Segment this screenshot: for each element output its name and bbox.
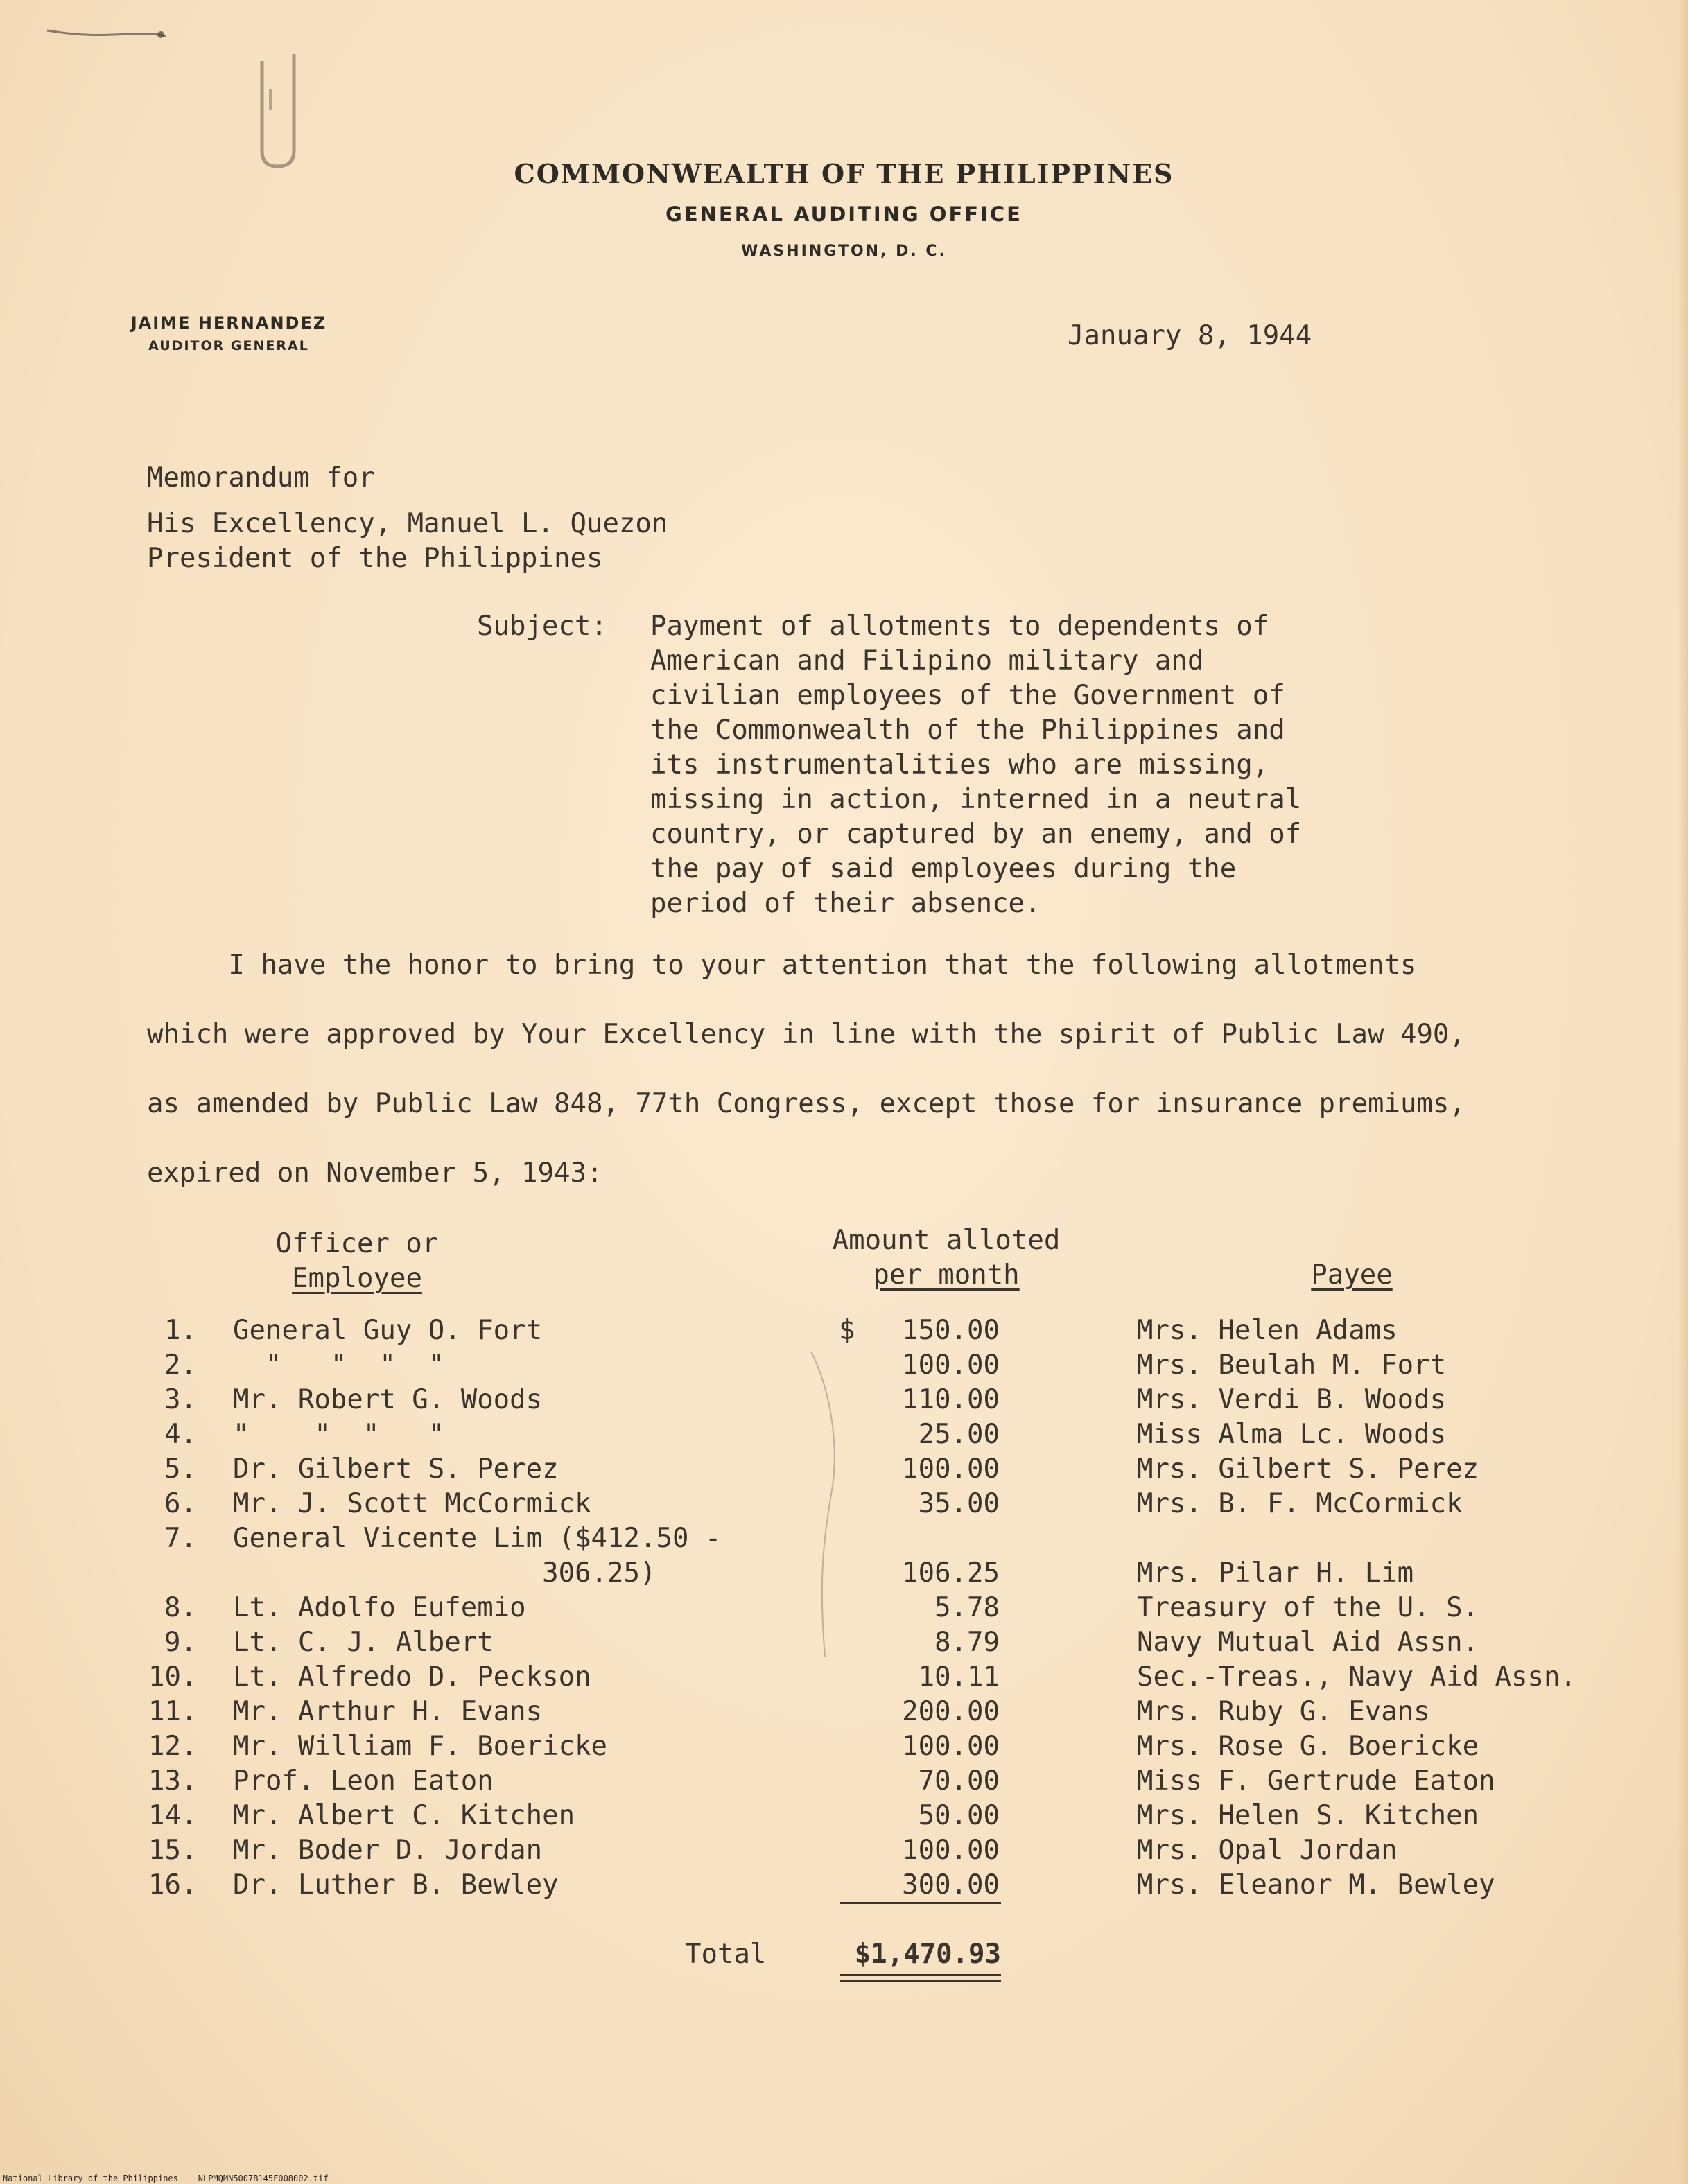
- row-officer: Lt. Adolfo Eufemio: [233, 1592, 526, 1623]
- row-officer-continued: 306.25): [233, 1557, 656, 1589]
- row-amount: 25.00: [918, 1419, 1000, 1450]
- row-payee: Miss Alma Lc. Woods: [1137, 1419, 1447, 1450]
- pencil-bracket-mark: [804, 1352, 846, 1657]
- row-payee: Mrs. Helen S. Kitchen: [1137, 1800, 1479, 1831]
- row-amount: 100.00: [902, 1453, 1000, 1485]
- row-officer: Dr. Luther B. Bewley: [233, 1869, 559, 1901]
- row-amount: 100.00: [902, 1349, 1000, 1381]
- row-amount: 10.11: [918, 1661, 1000, 1693]
- letter-date: January 8, 1944: [1068, 320, 1312, 351]
- row-payee: Mrs. Beulah M. Fort: [1137, 1349, 1447, 1381]
- total-double-rule-bottom: [840, 1980, 1001, 1982]
- row-payee: Mrs. B. F. McCormick: [1137, 1488, 1463, 1519]
- subtotal-rule: [840, 1902, 1001, 1904]
- row-officer: Mr. Boder D. Jordan: [233, 1835, 543, 1866]
- letterhead-location: WASHINGTON, D. C.: [741, 243, 947, 260]
- body-line: expired on November 5, 1943:: [147, 1157, 603, 1189]
- row-officer: Lt. C. J. Albert: [233, 1627, 494, 1658]
- archive-footer: National Library of the Philippines NLPMQMN5007B145F008002.tif: [3, 2174, 329, 2183]
- row-payee: Treasury of the U. S.: [1137, 1592, 1479, 1623]
- header-officer-line1: Officer or: [275, 1228, 439, 1259]
- row-officer: General Vicente Lim ($412.50 -: [233, 1523, 722, 1554]
- row-number: 13.: [148, 1765, 198, 1797]
- row-payee: Miss F. Gertrude Eaton: [1137, 1765, 1495, 1797]
- row-officer: Mr. Arthur H. Evans: [233, 1696, 543, 1727]
- official-block: [118, 313, 340, 353]
- row-number: 1.: [164, 1315, 197, 1346]
- official-name: JAIME HERNANDEZ: [130, 313, 327, 333]
- row-payee: Mrs. Ruby G. Evans: [1137, 1696, 1430, 1727]
- header-payee: Payee: [1311, 1259, 1393, 1291]
- row-payee: Mrs. Rose G. Boericke: [1137, 1731, 1479, 1762]
- body-line: as amended by Public Law 848, 77th Congress, except those for insurance premiums,: [147, 1088, 1465, 1119]
- row-amount: 106.25: [902, 1557, 1000, 1589]
- pen-mark: [44, 21, 169, 49]
- total-amount: $1,470.93: [854, 1939, 1001, 1970]
- row-amount: 110.00: [902, 1384, 1000, 1415]
- row-number: 6.: [164, 1488, 197, 1519]
- row-officer: Dr. Gilbert S. Perez: [233, 1453, 559, 1485]
- row-amount: 35.00: [918, 1488, 1000, 1519]
- row-number: 2.: [164, 1349, 197, 1381]
- row-payee: Navy Mutual Aid Assn.: [1137, 1627, 1479, 1658]
- row-amount: 50.00: [918, 1800, 1000, 1831]
- row-amount: 200.00: [902, 1696, 1000, 1727]
- row-officer: " " " ": [233, 1419, 445, 1450]
- row-number: 3.: [164, 1384, 197, 1415]
- official-title: AUDITOR GENERAL: [148, 338, 309, 353]
- row-amount: 100.00: [902, 1835, 1000, 1866]
- page-edge-shadow: [1678, 0, 1688, 2184]
- subject-line: American and Filipino military and: [650, 645, 1204, 676]
- row-payee: Mrs. Opal Jordan: [1137, 1835, 1398, 1866]
- row-officer: Mr. Albert C. Kitchen: [233, 1800, 575, 1831]
- subject-line: civilian employees of the Government of: [650, 680, 1285, 711]
- row-payee: Mrs. Gilbert S. Perez: [1137, 1453, 1479, 1485]
- subject-label: Subject:: [477, 611, 607, 642]
- memo-heading: Memorandum for: [147, 462, 375, 493]
- row-officer: Mr. J. Scott McCormick: [233, 1488, 591, 1519]
- body-line: which were approved by Your Excellency in line with the spirit of Public Law 490,: [147, 1019, 1465, 1050]
- row-payee: Mrs. Helen Adams: [1137, 1315, 1398, 1346]
- total-label: Total: [685, 1939, 767, 1970]
- row-number: 16.: [148, 1869, 198, 1901]
- subject-line: the pay of said employees during the: [650, 853, 1237, 884]
- paper-clip-mark: [255, 47, 301, 172]
- letterhead-title: COMMONWEALTH OF THE PHILIPPINES: [514, 158, 1174, 189]
- row-payee: Mrs. Verdi B. Woods: [1137, 1384, 1447, 1415]
- recipient-line-1: His Excellency, Manuel L. Quezon: [147, 508, 668, 539]
- header-amount-line1: Amount alloted: [832, 1225, 1061, 1256]
- row-number: 4.: [164, 1419, 197, 1450]
- recipient-line-2: President of the Philippines: [147, 543, 603, 574]
- row-number: 12.: [148, 1731, 198, 1762]
- row-number: 11.: [148, 1696, 198, 1727]
- subject-line: the Commonwealth of the Philippines and: [650, 715, 1285, 746]
- row-amount: 70.00: [918, 1765, 1000, 1797]
- row-officer: Mr. William F. Boericke: [233, 1731, 608, 1762]
- row-number: 15.: [148, 1835, 198, 1866]
- row-amount: 300.00: [902, 1869, 1000, 1901]
- subject-line: country, or captured by an enemy, and of: [650, 819, 1302, 850]
- subject-line: period of their absence.: [650, 888, 1041, 919]
- row-amount: 150.00: [902, 1315, 1000, 1346]
- row-amount: 5.78: [934, 1592, 1000, 1623]
- subject-line: missing in action, interned in a neutral: [650, 784, 1302, 815]
- row-officer: Lt. Alfredo D. Peckson: [233, 1661, 591, 1693]
- row-officer: Mr. Robert G. Woods: [233, 1384, 543, 1415]
- row-officer: " " " ": [233, 1349, 445, 1381]
- row-number: 14.: [148, 1800, 198, 1831]
- row-payee: Mrs. Pilar H. Lim: [1137, 1557, 1414, 1589]
- row-payee: Sec.-Treas., Navy Aid Assn.: [1137, 1661, 1576, 1693]
- header-officer-line2: Employee: [292, 1263, 422, 1294]
- letterhead-office: GENERAL AUDITING OFFICE: [665, 202, 1023, 226]
- row-number: 8.: [164, 1592, 197, 1623]
- row-amount: 8.79: [934, 1627, 1000, 1658]
- row-amount: 100.00: [902, 1731, 1000, 1762]
- subject-line: its instrumentalities who are missing,: [650, 749, 1269, 780]
- row-officer: General Guy O. Fort: [233, 1315, 543, 1346]
- subject-line: Payment of allotments to dependents of: [650, 611, 1269, 642]
- row-payee: Mrs. Eleanor M. Bewley: [1137, 1869, 1495, 1901]
- header-amount-line2: per month: [873, 1259, 1020, 1291]
- row-number: 7.: [164, 1523, 197, 1554]
- total-double-rule-top: [840, 1974, 1001, 1976]
- row-number: 5.: [164, 1453, 197, 1485]
- row-number: 9.: [164, 1627, 197, 1658]
- row-officer: Prof. Leon Eaton: [233, 1765, 494, 1797]
- currency-symbol: $: [839, 1315, 855, 1346]
- body-line: I have the honor to bring to your attention that the following allotments: [147, 950, 1417, 981]
- row-number: 10.: [148, 1661, 198, 1693]
